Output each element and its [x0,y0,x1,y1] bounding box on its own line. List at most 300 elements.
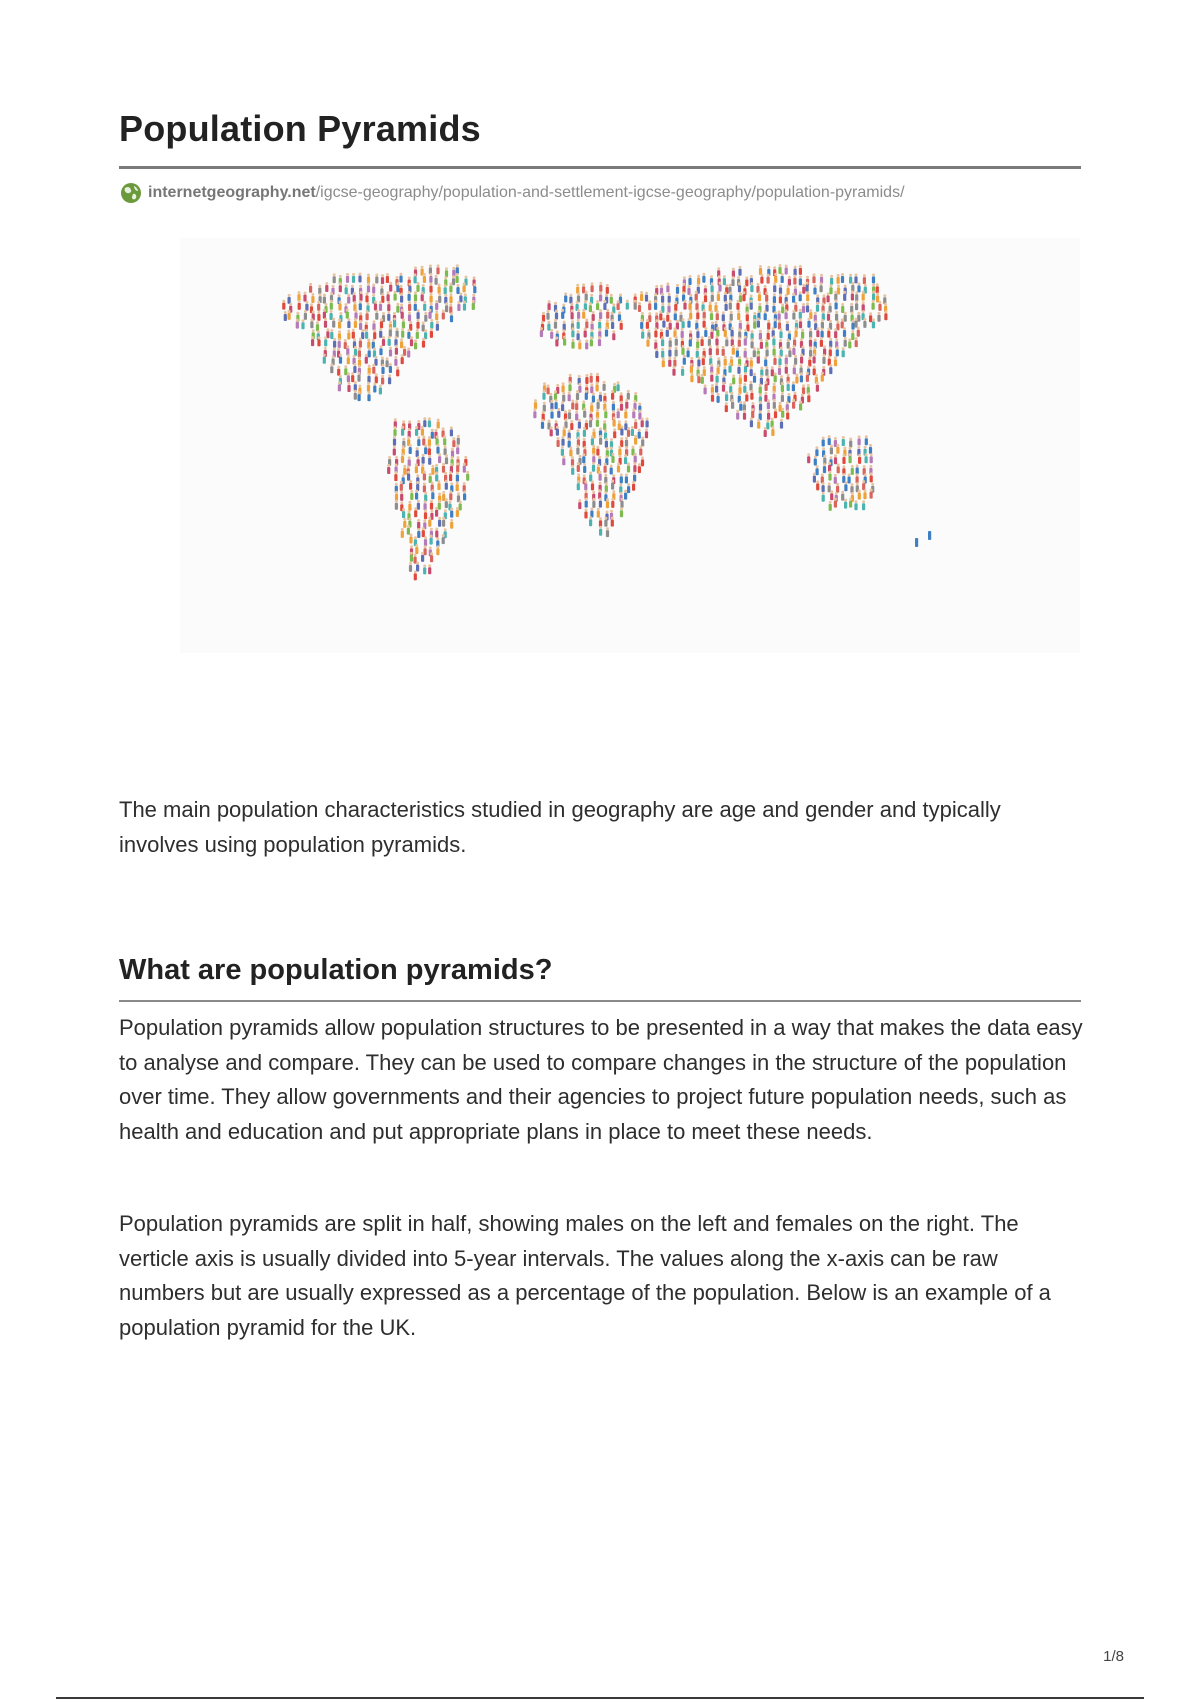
crowd-figure [812,273,815,283]
crowd-figure [444,445,447,455]
crowd-figure [450,312,453,322]
crowd-figure [417,500,420,510]
crowd-figure [297,291,300,301]
crowd-figure [429,473,432,483]
crowd-figure [715,336,718,346]
crowd-figure [618,420,621,430]
crowd-figure [592,393,595,403]
crowd-figure [742,291,745,301]
crowd-figure [428,517,431,527]
crowd-figure [301,319,304,329]
crowd-figure [750,390,753,400]
crowd-figure [872,318,875,328]
crowd-figure [399,273,402,283]
crowd-figure [793,337,796,347]
crowd-figure [876,283,879,293]
crowd-figure [795,374,798,384]
crowd-figure [750,300,753,310]
crowd-figure [424,500,427,510]
crowd-figure [416,319,419,329]
crowd-figure [393,436,396,446]
crowd-figure [633,472,636,482]
crowd-figure [854,273,857,283]
crowd-figure [417,528,420,538]
crowd-figure [717,291,720,301]
crowd-figure [765,366,768,376]
crowd-figure [414,339,417,349]
crowd-figure [750,366,753,376]
crowd-figure [809,337,812,347]
crowd-figure [799,309,802,319]
crowd-figure [710,310,713,320]
crowd-figure [428,564,431,574]
crowd-figure [829,284,832,294]
crowd-figure [759,330,762,340]
footer-divider [56,1697,1144,1699]
crowd-figure [689,300,692,310]
crowd-figure [394,336,397,346]
crowd-figure [389,347,392,357]
crowd-figure [548,300,551,310]
crowd-figure [641,456,644,466]
crowd-figure [634,453,637,463]
crowd-figure [354,381,357,391]
crowd-figure [828,482,831,492]
crowd-figure [827,292,830,302]
crowd-figure [759,401,762,411]
crowd-figure [778,319,781,329]
crowd-figure [589,302,592,312]
crowd-figure [598,319,601,329]
title-divider [119,166,1081,169]
crowd-figure [792,399,795,409]
crowd-figure [743,410,746,420]
crowd-figure [423,273,426,283]
crowd-figure [715,383,718,393]
crowd-figure [389,327,392,337]
crowd-figure [592,453,595,463]
crowd-figure [799,401,802,411]
crowd-figure [757,419,760,429]
crowd-figure [599,435,602,445]
crowd-figure [396,328,399,338]
crowd-figure [288,310,291,320]
crowd-figure [749,381,752,391]
crowd-figure [704,384,707,394]
crowd-figure [666,327,669,337]
crowd-figure [788,347,791,357]
crowd-figure [624,420,627,430]
crowd-figure [590,402,593,412]
crowd-figure [583,408,586,418]
crowd-figure [430,319,433,329]
crowd-figure [773,399,776,409]
crowd-figure [781,408,784,418]
crowd-figure [435,472,438,482]
crowd-figure [582,453,585,463]
crowd-figure [617,300,620,310]
crowd-figure [808,357,811,367]
crowd-figure [577,292,580,302]
crowd-figure [848,338,851,348]
crowd-figure [606,498,609,508]
crowd-figure [744,348,747,358]
crowd-figure [408,291,411,301]
crowd-figure [745,392,748,402]
crowd-figure [353,292,356,302]
crowd-figure [872,300,875,310]
source-path[interactable]: /igcse-geography/population-and-settlement-igcse-geography/population-pyramids/ [315,184,905,201]
crowd-figure [857,282,860,292]
crowd-figure [778,264,781,274]
crowd-figure [590,383,593,393]
crowd-figure [456,481,459,491]
crowd-figure [407,329,410,339]
crowd-figure [386,273,389,283]
crowd-figure [422,454,425,464]
crowd-figure [625,399,628,409]
crowd-figure [429,283,432,293]
crowd-figure [596,382,599,392]
crowd-figure [661,293,664,303]
crowd-figure [379,328,382,338]
crowd-figure [799,275,802,285]
crowd-figure [381,364,384,374]
crowd-figure [611,480,614,490]
crowd-figure [624,454,627,464]
crowd-figure [415,426,418,436]
crowd-figure [829,346,832,356]
crowd-figure [575,411,578,421]
crowd-figure [659,310,662,320]
crowd-figure [570,420,573,430]
crowd-figure [571,456,574,466]
crowd-figure [345,284,348,294]
crowd-figure [634,419,637,429]
crowd-figure [456,462,459,472]
crowd-figure [870,453,873,463]
world-map-of-people-image [180,238,1080,653]
crowd-figure [673,357,676,367]
crowd-figure [550,426,553,436]
crowd-figure [361,329,364,339]
crowd-figure [841,303,844,313]
crowd-figure [851,282,854,292]
crowd-figure [430,500,433,510]
crowd-figure [288,294,291,304]
source-domain[interactable]: internetgeography.net [148,184,316,201]
crowd-figure [807,453,810,463]
crowd-figure [597,399,600,409]
crowd-figure [589,417,592,427]
crowd-figure [354,318,357,328]
crowd-figure [445,267,448,277]
crowd-figure [729,300,732,310]
crowd-figure [753,347,756,357]
crowd-figure [424,329,427,339]
crowd-figure [435,275,438,285]
crowd-figure [599,498,602,508]
crowd-figure [466,471,469,481]
crowd-figure [387,291,390,301]
crowd-figure [389,282,392,292]
crowd-figure [862,480,865,490]
crowd-figure [617,381,620,391]
crowd-figure [822,492,825,502]
crowd-figure [779,328,782,338]
crowd-figure [611,517,614,527]
crowd-figure [309,283,312,293]
crowd-figure [794,355,797,365]
crowd-figure [388,336,391,346]
crowd-figure [424,492,427,502]
crowd-figure [617,408,620,418]
crowd-figure [606,284,609,294]
crowd-figure [837,463,840,473]
crowd-figure [807,318,810,328]
crowd-figure [828,435,831,445]
crowd-figure [667,303,670,313]
crowd-figure [711,292,714,302]
crowd-figure [333,273,336,283]
crowd-figure [774,408,777,418]
crowd-figure [759,384,762,394]
crowd-figure [428,436,431,446]
crowd-figure [744,372,747,382]
crowd-figure [463,490,466,500]
crowd-figure [661,348,664,358]
crowd-figure [582,309,585,319]
crowd-figure [332,318,335,328]
crowd-figure [367,283,370,293]
crowd-figure [591,480,594,490]
crowd-figure [589,472,592,482]
crowd-figure [436,264,439,274]
crowd-figure [452,275,455,285]
crowd-figure [563,336,566,346]
crowd-figure [738,282,741,292]
crowd-figure [452,267,455,277]
crowd-figure [816,465,819,475]
crowd-figure [718,282,721,292]
crowd-figure [311,336,314,346]
crowd-figure [722,346,725,356]
crowd-figure [408,501,411,511]
crowd-figure [806,282,809,292]
crowd-figure [736,300,739,310]
crowd-figure [589,516,592,526]
crowd-figure [375,274,378,284]
crowd-figure [836,483,839,493]
crowd-figure [732,345,735,355]
crowd-figure [409,534,412,544]
crowd-figure [394,471,397,481]
crowd-figure [408,301,411,311]
crowd-figure [765,381,768,391]
crowd-figure [856,464,859,474]
crowd-figure [809,328,812,338]
crowd-figure [325,282,328,292]
crowd-figure [333,338,336,348]
crowd-figure [344,339,347,349]
crowd-figure [423,482,426,492]
crowd-figure [645,428,648,438]
crowd-figure [603,300,606,310]
crowd-figure [396,282,399,292]
crowd-figure [708,336,711,346]
crowd-figure [372,320,375,330]
crowd-figure [689,337,692,347]
crowd-figure [554,390,557,400]
crowd-figure [585,498,588,508]
crowd-figure [354,309,357,319]
crowd-figure [632,408,635,418]
crowd-figure [533,408,536,418]
crowd-figure [779,293,782,303]
crowd-figure [596,373,599,383]
crowd-figure [347,330,350,340]
crowd-figure [827,328,830,338]
crowd-figure [662,318,665,328]
crowd-figure [745,276,748,286]
crowd-figure [599,526,602,536]
crowd-figure [583,463,586,473]
crowd-figure [743,383,746,393]
crowd-figure [687,285,690,295]
crowd-figure [855,300,858,310]
crowd-figure [422,527,425,537]
crowd-figure [571,465,574,475]
crowd-figure [318,285,321,295]
crowd-figure [788,276,791,286]
crowd-figure [541,419,544,429]
crowd-figure [750,282,753,292]
crowd-figure [438,284,441,294]
crowd-figure [347,372,350,382]
crowd-figure [610,294,613,304]
crowd-figure [610,465,613,475]
crowd-figure [585,318,588,328]
crowd-figure [395,345,398,355]
crowd-figure [862,500,865,510]
crowd-figure [787,381,790,391]
crowd-figure [625,473,628,483]
crowd-figure [612,401,615,411]
crowd-figure [816,327,819,337]
crowd-figure [792,345,795,355]
source-url[interactable] [120,180,905,206]
crowd-figure [436,321,439,331]
crowd-figure [305,301,308,311]
crowd-figure [422,322,425,332]
crowd-figure [837,274,840,284]
crowd-figure [416,447,419,457]
crowd-figure [463,301,466,311]
crowd-figure [604,408,607,418]
crowd-figure [617,463,620,473]
crowd-figure [704,327,707,337]
crowd-figure [772,303,775,313]
crowd-figure [353,363,356,373]
crowd-figure [599,292,602,302]
crowd-figure [554,319,557,329]
crowd-figure [424,312,427,322]
crowd-figure [338,301,341,311]
crowd-figure [822,354,825,364]
crowd-figure [557,408,560,418]
crowd-figure [849,498,852,508]
crowd-figure [786,410,789,420]
crowd-figure [751,338,754,348]
crowd-figure [841,318,844,328]
crowd-figure [317,311,320,321]
crowd-figure [365,329,368,339]
crowd-figure [767,330,770,340]
crowd-figure [372,284,375,294]
crowd-figure [450,519,453,529]
crowd-figure [627,390,630,400]
crowd-figure [401,528,404,538]
crowd-figure [816,382,819,392]
crowd-figure [624,490,627,500]
crowd-figure [337,366,340,376]
crowd-figure [690,372,693,382]
crowd-figure [703,309,706,319]
crowd-figure [442,517,445,527]
crowd-figure [750,357,753,367]
crowd-figure [416,481,419,491]
crowd-figure [597,508,600,518]
crowd-figure [655,348,658,358]
crowd-figure [781,273,784,283]
crowd-figure [310,318,313,328]
crowd-figure [592,311,595,321]
crowd-figure [347,294,350,304]
crowd-figure [571,400,574,410]
crowd-figure [793,275,796,285]
crowd-figure [402,318,405,328]
crowd-figure [620,473,623,483]
crowd-figure [381,375,384,385]
crowd-figure [732,268,735,278]
crowd-figure [641,417,644,427]
crowd-figure [568,381,571,391]
crowd-figure [407,471,410,481]
crowd-figure [430,552,433,562]
crowd-figure [716,327,719,337]
crowd-figure [555,337,558,347]
crowd-figure [338,319,341,329]
crowd-figure [562,455,565,465]
crowd-figure [778,310,781,320]
crowd-figure [822,310,825,320]
crowd-figure [605,482,608,492]
crowd-figure [814,456,817,466]
crowd-figure [878,301,881,311]
crowd-figure [400,293,403,303]
crowd-figure [743,401,746,411]
crowd-figure [823,463,826,473]
crowd-figure [702,355,705,365]
crowd-figure [863,489,866,499]
crowd-figure [674,310,677,320]
crowd-figure [365,354,368,364]
crowd-figure [828,462,831,472]
crowd-figure [669,320,672,330]
crowd-figure [296,319,299,329]
crowd-figure [596,300,599,310]
crowd-figure [844,337,847,347]
